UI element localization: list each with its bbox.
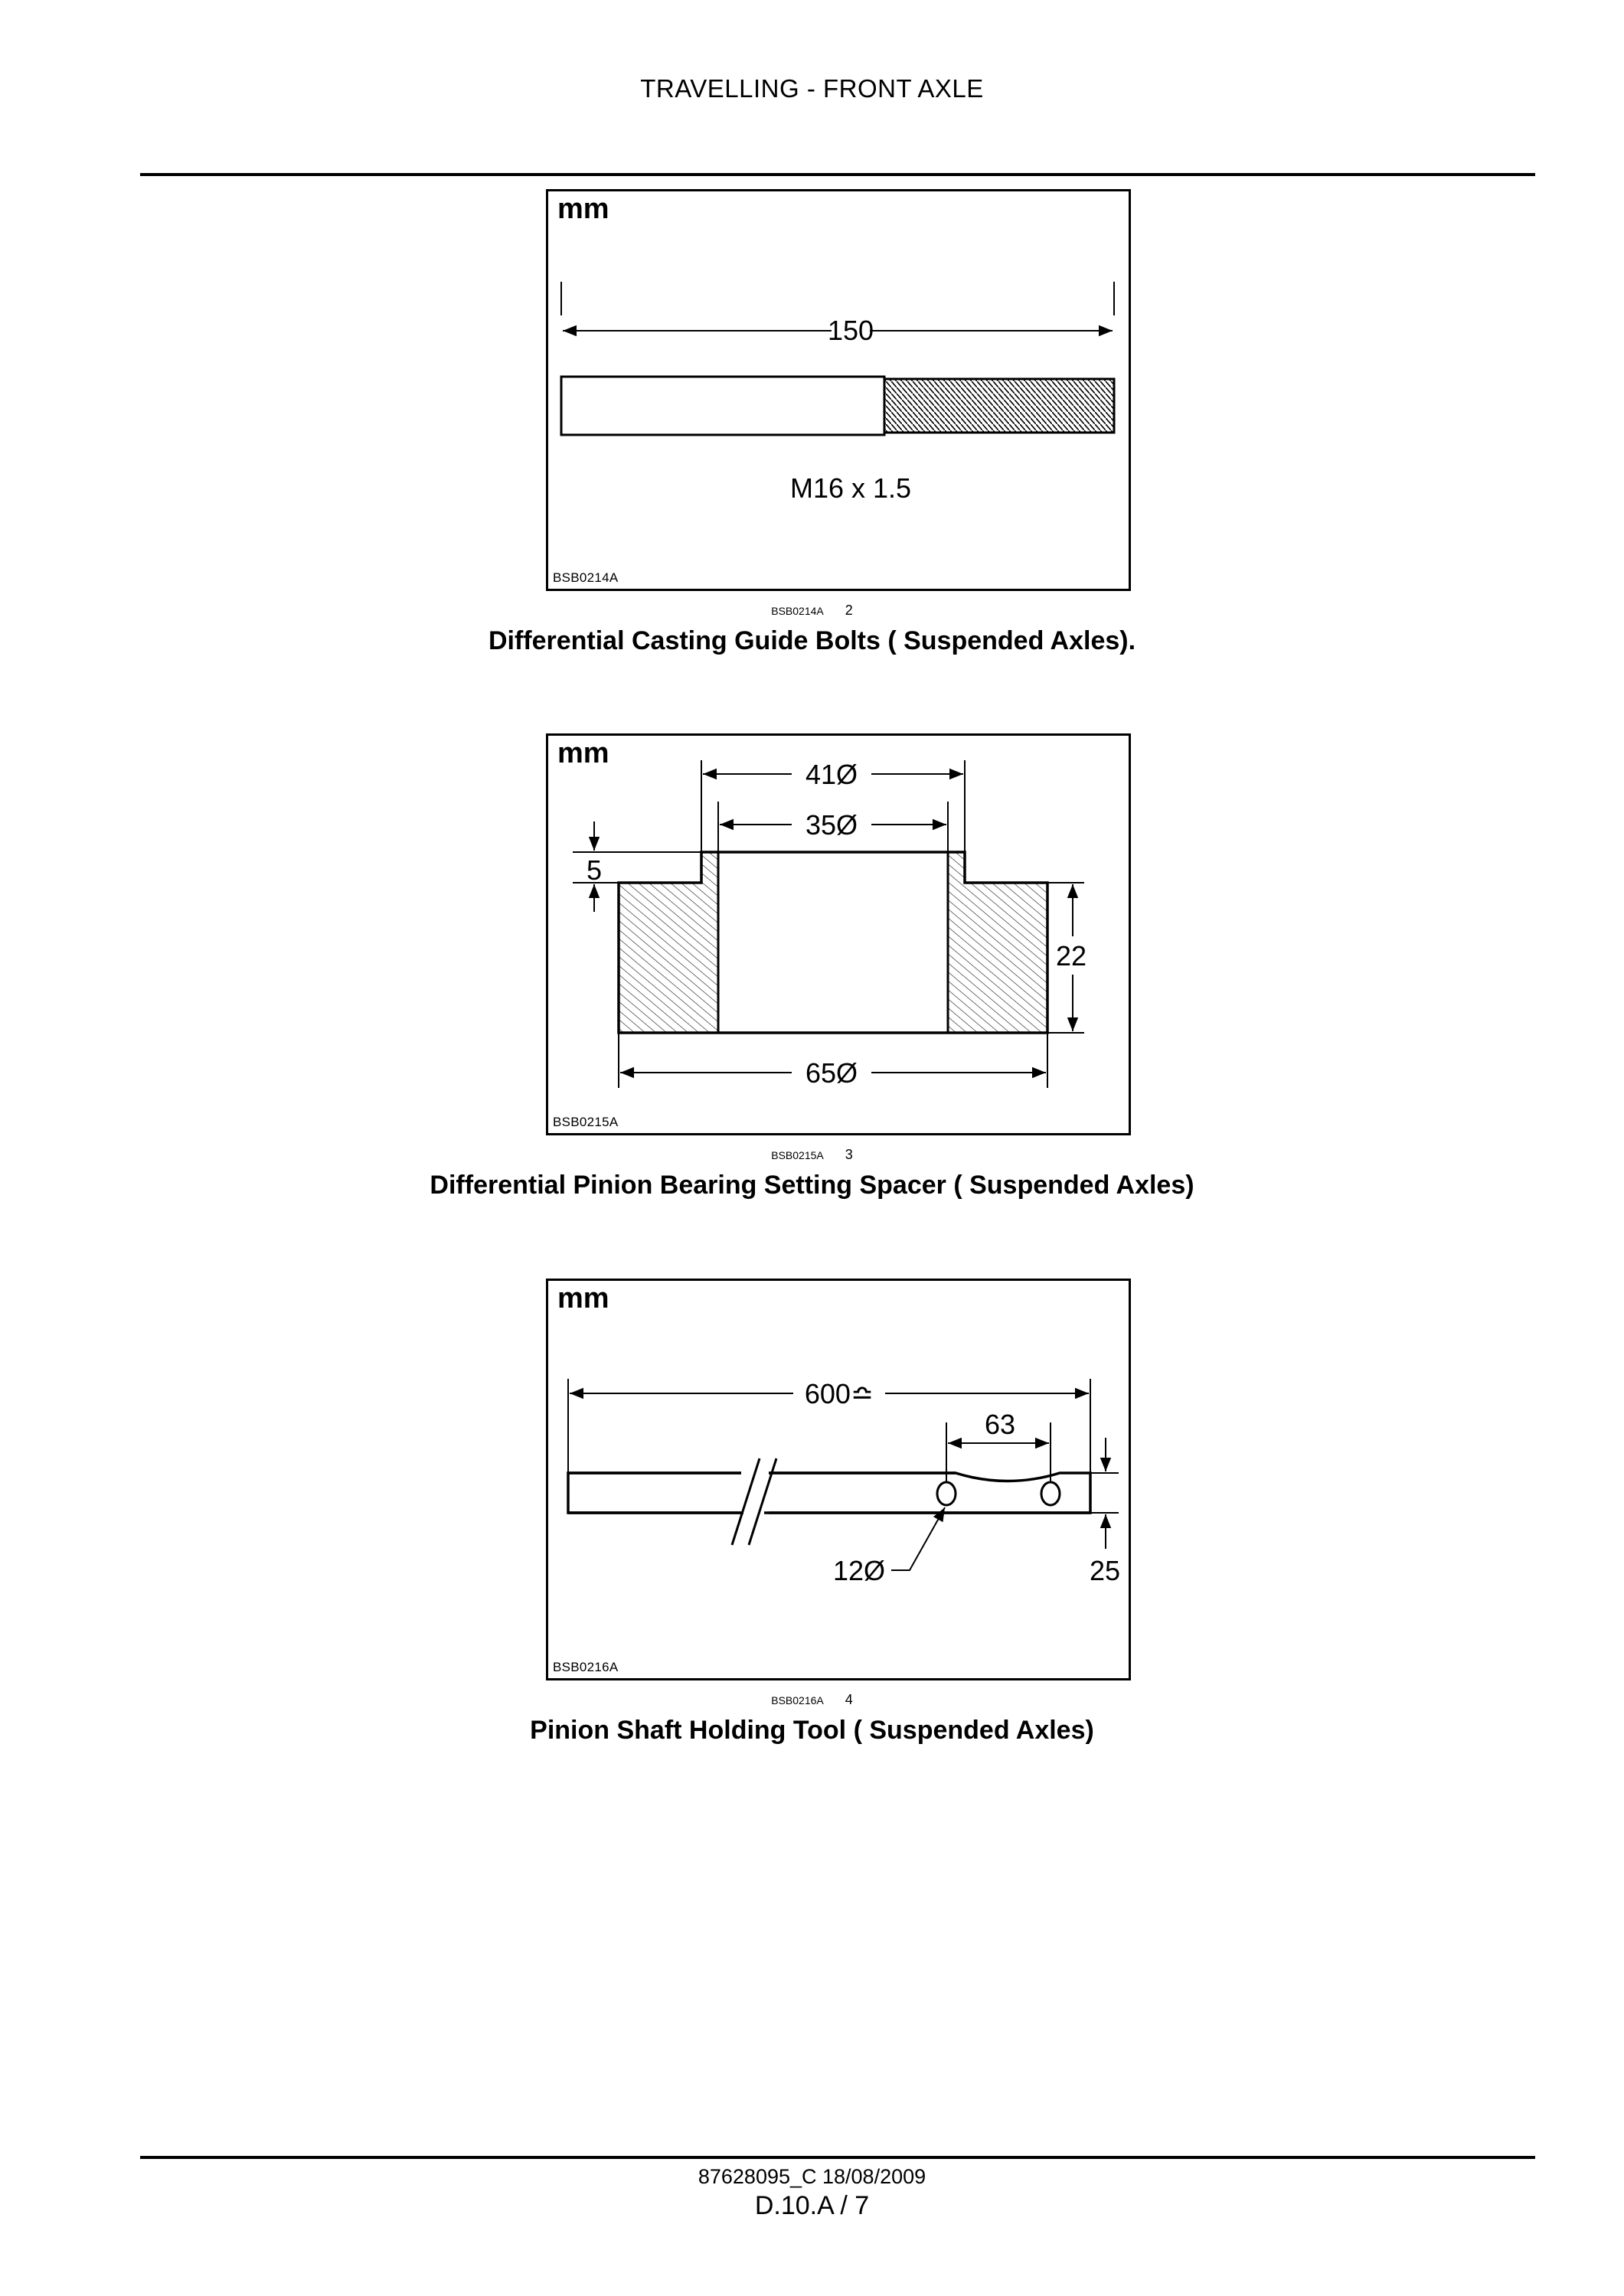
figure-guide-bolt [546, 189, 1131, 591]
setting-spacer-drawing [548, 736, 1129, 1133]
height-label: 22 [1055, 940, 1087, 972]
hole-spacing-label: 63 [984, 1409, 1016, 1440]
figure-holding-tool [546, 1279, 1131, 1680]
figure-ref-number: 3 [845, 1147, 853, 1162]
figure-code-label: BSB0216A [553, 1660, 619, 1674]
hole-diameter-label: 12Ø [832, 1555, 886, 1586]
figure-ref-code: BSB0214A [771, 605, 824, 617]
figure-setting-spacer [546, 733, 1131, 1135]
figure-ref-code: BSB0215A [771, 1149, 824, 1161]
figure-unit-label: mm [557, 193, 609, 225]
top-inner-diameter-label: 35Ø [805, 809, 858, 841]
guide-bolt-drawing [548, 191, 1129, 589]
figure-ref-code: BSB0216A [771, 1694, 824, 1706]
step-height-label: 5 [586, 854, 603, 886]
figure-unit-label: mm [557, 1282, 609, 1315]
figure-reference [0, 1147, 1624, 1163]
figure-code-label: BSB0215A [553, 1115, 619, 1129]
figure-caption: Differential Casting Guide Bolts ( Suspended Axles). [488, 626, 1136, 655]
figure-reference [0, 1692, 1624, 1708]
overall-length-label: 600≏ [804, 1378, 874, 1409]
thread-spec-label: M16 x 1.5 [789, 472, 912, 504]
holding-tool-drawing [548, 1281, 1129, 1678]
figure-caption: Differential Pinion Bearing Setting Spacer ( Suspended Axles) [430, 1171, 1194, 1200]
footer-document-reference: 87628095_C 18/08/2009 [698, 2165, 926, 2188]
figure-code-label: BSB0214A [553, 570, 619, 585]
footer-page-number: D.10.A / 7 [754, 2191, 870, 2220]
base-diameter-label: 65Ø [805, 1057, 858, 1089]
figure-unit-label: mm [557, 737, 609, 769]
figure-ref-number: 2 [845, 603, 853, 618]
figure-caption: Pinion Shaft Holding Tool ( Suspended Axles) [530, 1716, 1094, 1745]
figure-reference [0, 603, 1624, 619]
header-divider [140, 173, 1535, 176]
top-outer-diameter-label: 41Ø [805, 759, 858, 790]
bar-width-label: 25 [1089, 1555, 1121, 1586]
length-dimension-label: 150 [827, 315, 874, 346]
figure-ref-number: 4 [845, 1692, 853, 1707]
footer-divider [140, 2156, 1535, 2159]
page-header-title: TRAVELLING - FRONT AXLE [640, 74, 984, 103]
